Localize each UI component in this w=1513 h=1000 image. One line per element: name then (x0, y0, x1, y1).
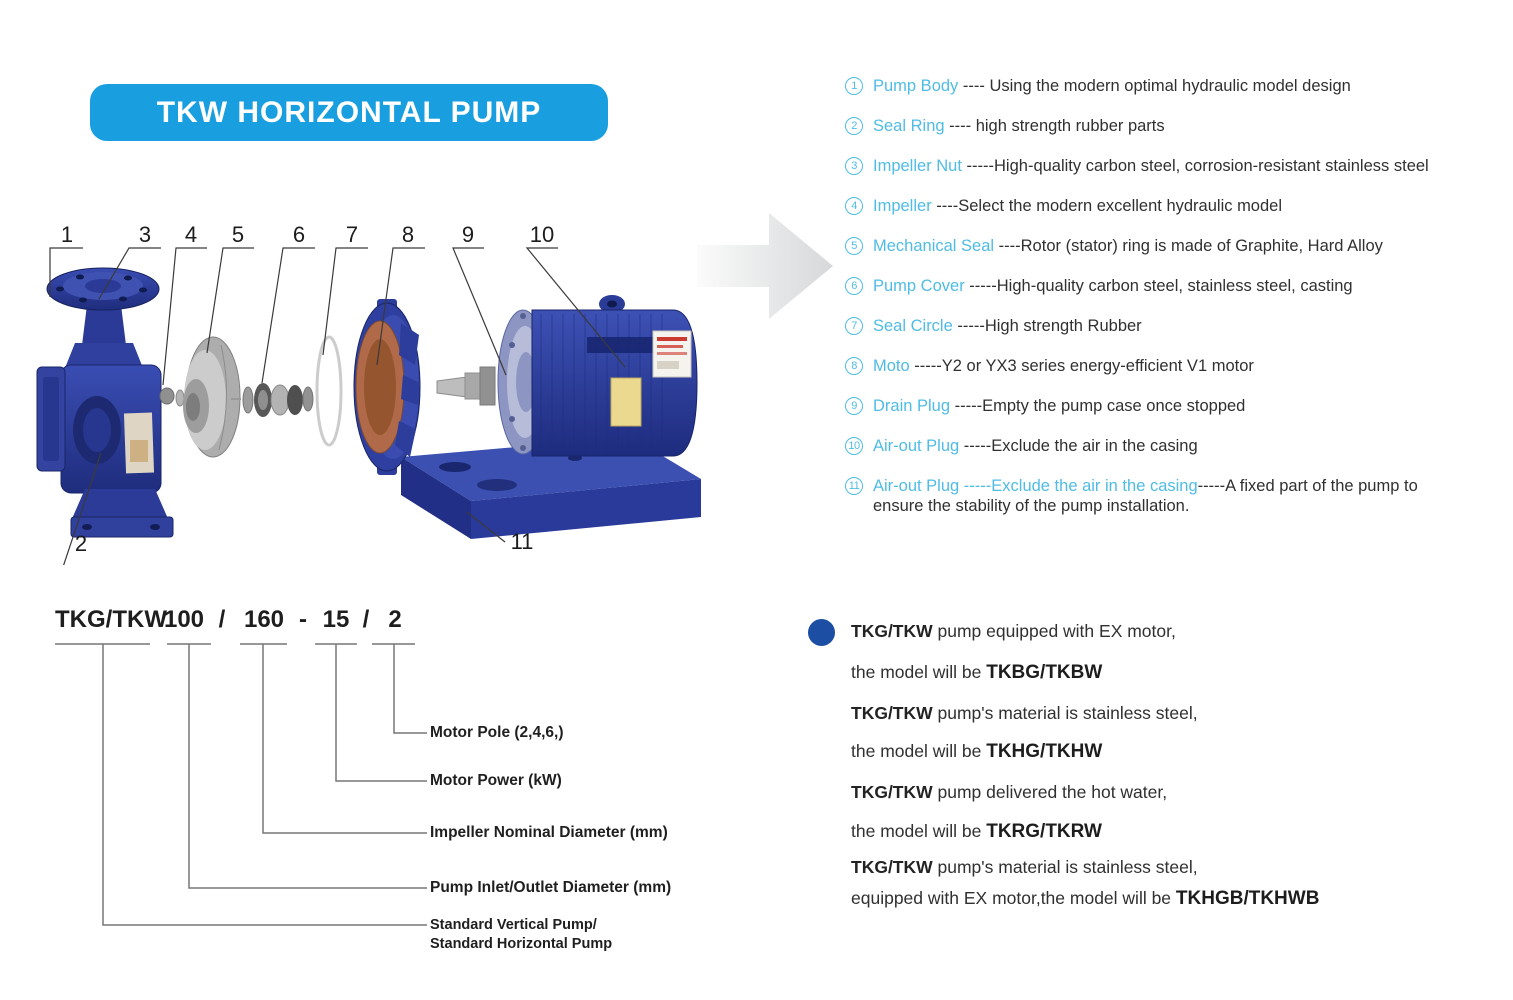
part-name: Pump Body (873, 77, 959, 95)
mechanical-seal-illustration (231, 383, 313, 417)
model-label-motor-power: Motor Power (kW) (430, 772, 562, 789)
model-label-impeller-diameter: Impeller Nominal Diameter (mm) (430, 824, 668, 841)
part-description: -----A fixed part of the pump to (1197, 477, 1418, 495)
model-separator: / (362, 606, 370, 633)
note-line: TKG/TKW pump delivered the hot water, (851, 782, 1168, 802)
note-line: the model will be TKHG/TKHW (851, 741, 1103, 762)
parts-list-item (845, 236, 1493, 256)
part-description: -----Y2 or YX3 series energy-efficient V1 motor (909, 357, 1254, 375)
item-number-badge: 4 (845, 197, 863, 215)
item-number-badge: 7 (845, 317, 863, 335)
parts-list-item (845, 396, 1493, 416)
callout-7: 7 (345, 222, 359, 247)
callout-8: 8 (401, 222, 415, 247)
model-token-pole: 2 (388, 606, 402, 633)
item-number-badge: 10 (845, 437, 863, 455)
pump-cover-illustration (354, 299, 420, 475)
item-number-badge: 6 (845, 277, 863, 295)
part-description: ---- Using the modern optimal hydraulic model design (958, 77, 1351, 95)
callout-6: 6 (292, 222, 306, 247)
part-description: -----High strength Rubber (952, 317, 1142, 335)
model-label-pump-type-line1: Standard Vertical Pump/ (430, 917, 597, 933)
part-description: ----Select the modern excellent hydraulic model (931, 197, 1283, 215)
parts-list-item (845, 116, 1493, 136)
parts-list-item (845, 76, 1493, 96)
page-title: TKW HORIZONTAL PUMP (156, 95, 542, 129)
callout-3: 3 (138, 222, 152, 247)
seal-circle-illustration (317, 337, 341, 445)
part-description: -----High-quality carbon steel, stainless steel, casting (964, 277, 1353, 295)
item-number-badge: 8 (845, 357, 863, 375)
note-line: TKG/TKW pump's material is stainless steel, (851, 857, 1198, 877)
parts-list-item (845, 316, 1493, 336)
callout-9: 9 (461, 222, 475, 247)
note-line: equipped with EX motor,the model will be TKHGB/TKHWB (851, 888, 1320, 909)
part-description: ---- high strength rubber parts (944, 117, 1165, 135)
model-label-pump-type-line2: Standard Horizontal Pump (430, 936, 613, 952)
note-line: the model will be TKBG/TKBW (851, 662, 1103, 683)
model-token-inlet: 100 (163, 606, 205, 633)
parts-list-item (845, 356, 1493, 376)
item-number-badge: 9 (845, 397, 863, 415)
callout-5: 5 (231, 222, 245, 247)
parts-list (845, 76, 1493, 536)
note-line: the model will be TKRG/TKRW (851, 821, 1102, 842)
callout-11: 11 (510, 529, 534, 554)
motor-nameplate (611, 378, 641, 426)
parts-list-item (845, 196, 1493, 216)
parts-list-item (845, 276, 1493, 296)
part-name: Air-out Plug (873, 477, 960, 495)
model-separator: / (218, 606, 226, 633)
item-number-badge: 5 (845, 237, 863, 255)
part-name: Drain Plug (873, 397, 951, 415)
part-description: -----Exclude the air in the casing (959, 437, 1198, 455)
motor-illustration (437, 295, 697, 456)
parts-list-item (845, 436, 1493, 456)
parts-list-item (845, 476, 1493, 516)
part-description: -----High-quality carbon steel, corrosion-resistant stainless steel (961, 157, 1429, 175)
model-label-motor-pole: Motor Pole (2,4,6,) (430, 724, 564, 741)
part-name: Pump Cover (873, 277, 965, 295)
note-line: TKG/TKW pump equipped with EX motor, (851, 621, 1176, 641)
callout-4: 4 (184, 222, 198, 247)
arrow-right-icon (697, 193, 837, 338)
item-number-badge: 11 (845, 477, 863, 495)
item-number-badge: 1 (845, 77, 863, 95)
part-description-highlight: -----Exclude the air in the casing (959, 477, 1198, 495)
model-separator: - (299, 606, 307, 633)
item-number-badge: 2 (845, 117, 863, 135)
part-name: Impeller (873, 197, 932, 215)
part-description: ----Rotor (stator) ring is made of Graphite, Hard Alloy (994, 237, 1383, 255)
page-title-banner (90, 84, 608, 141)
model-token-impeller: 160 (243, 606, 285, 633)
callout-1: 1 (60, 222, 74, 247)
impeller-illustration (183, 337, 240, 457)
bullet-icon (808, 619, 835, 646)
item-number-badge: 3 (845, 157, 863, 175)
pump-body-illustration (37, 268, 173, 537)
callout-10: 10 (529, 222, 555, 247)
pump-exploded-diagram (35, 215, 735, 565)
part-description: -----Empty the pump case once stopped (950, 397, 1246, 415)
part-description-line2: ensure the stability of the pump installation. (873, 497, 1190, 515)
model-label-inlet-diameter: Pump Inlet/Outlet Diameter (mm) (430, 879, 672, 896)
part-name: Seal Ring (873, 117, 945, 135)
part-name: Impeller Nut (873, 157, 962, 175)
part-name: Seal Circle (873, 317, 953, 335)
parts-list-item (845, 156, 1493, 176)
note-line: TKG/TKW pump's material is stainless steel, (851, 703, 1198, 723)
part-name: Mechanical Seal (873, 237, 995, 255)
callout-2: 2 (74, 531, 88, 556)
model-token-series: TKG/TKW (55, 606, 167, 633)
part-name: Moto (873, 357, 910, 375)
impeller-nut-illustration (160, 388, 184, 406)
model-token-power: 15 (322, 606, 350, 633)
part-name: Air-out Plug (873, 437, 960, 455)
